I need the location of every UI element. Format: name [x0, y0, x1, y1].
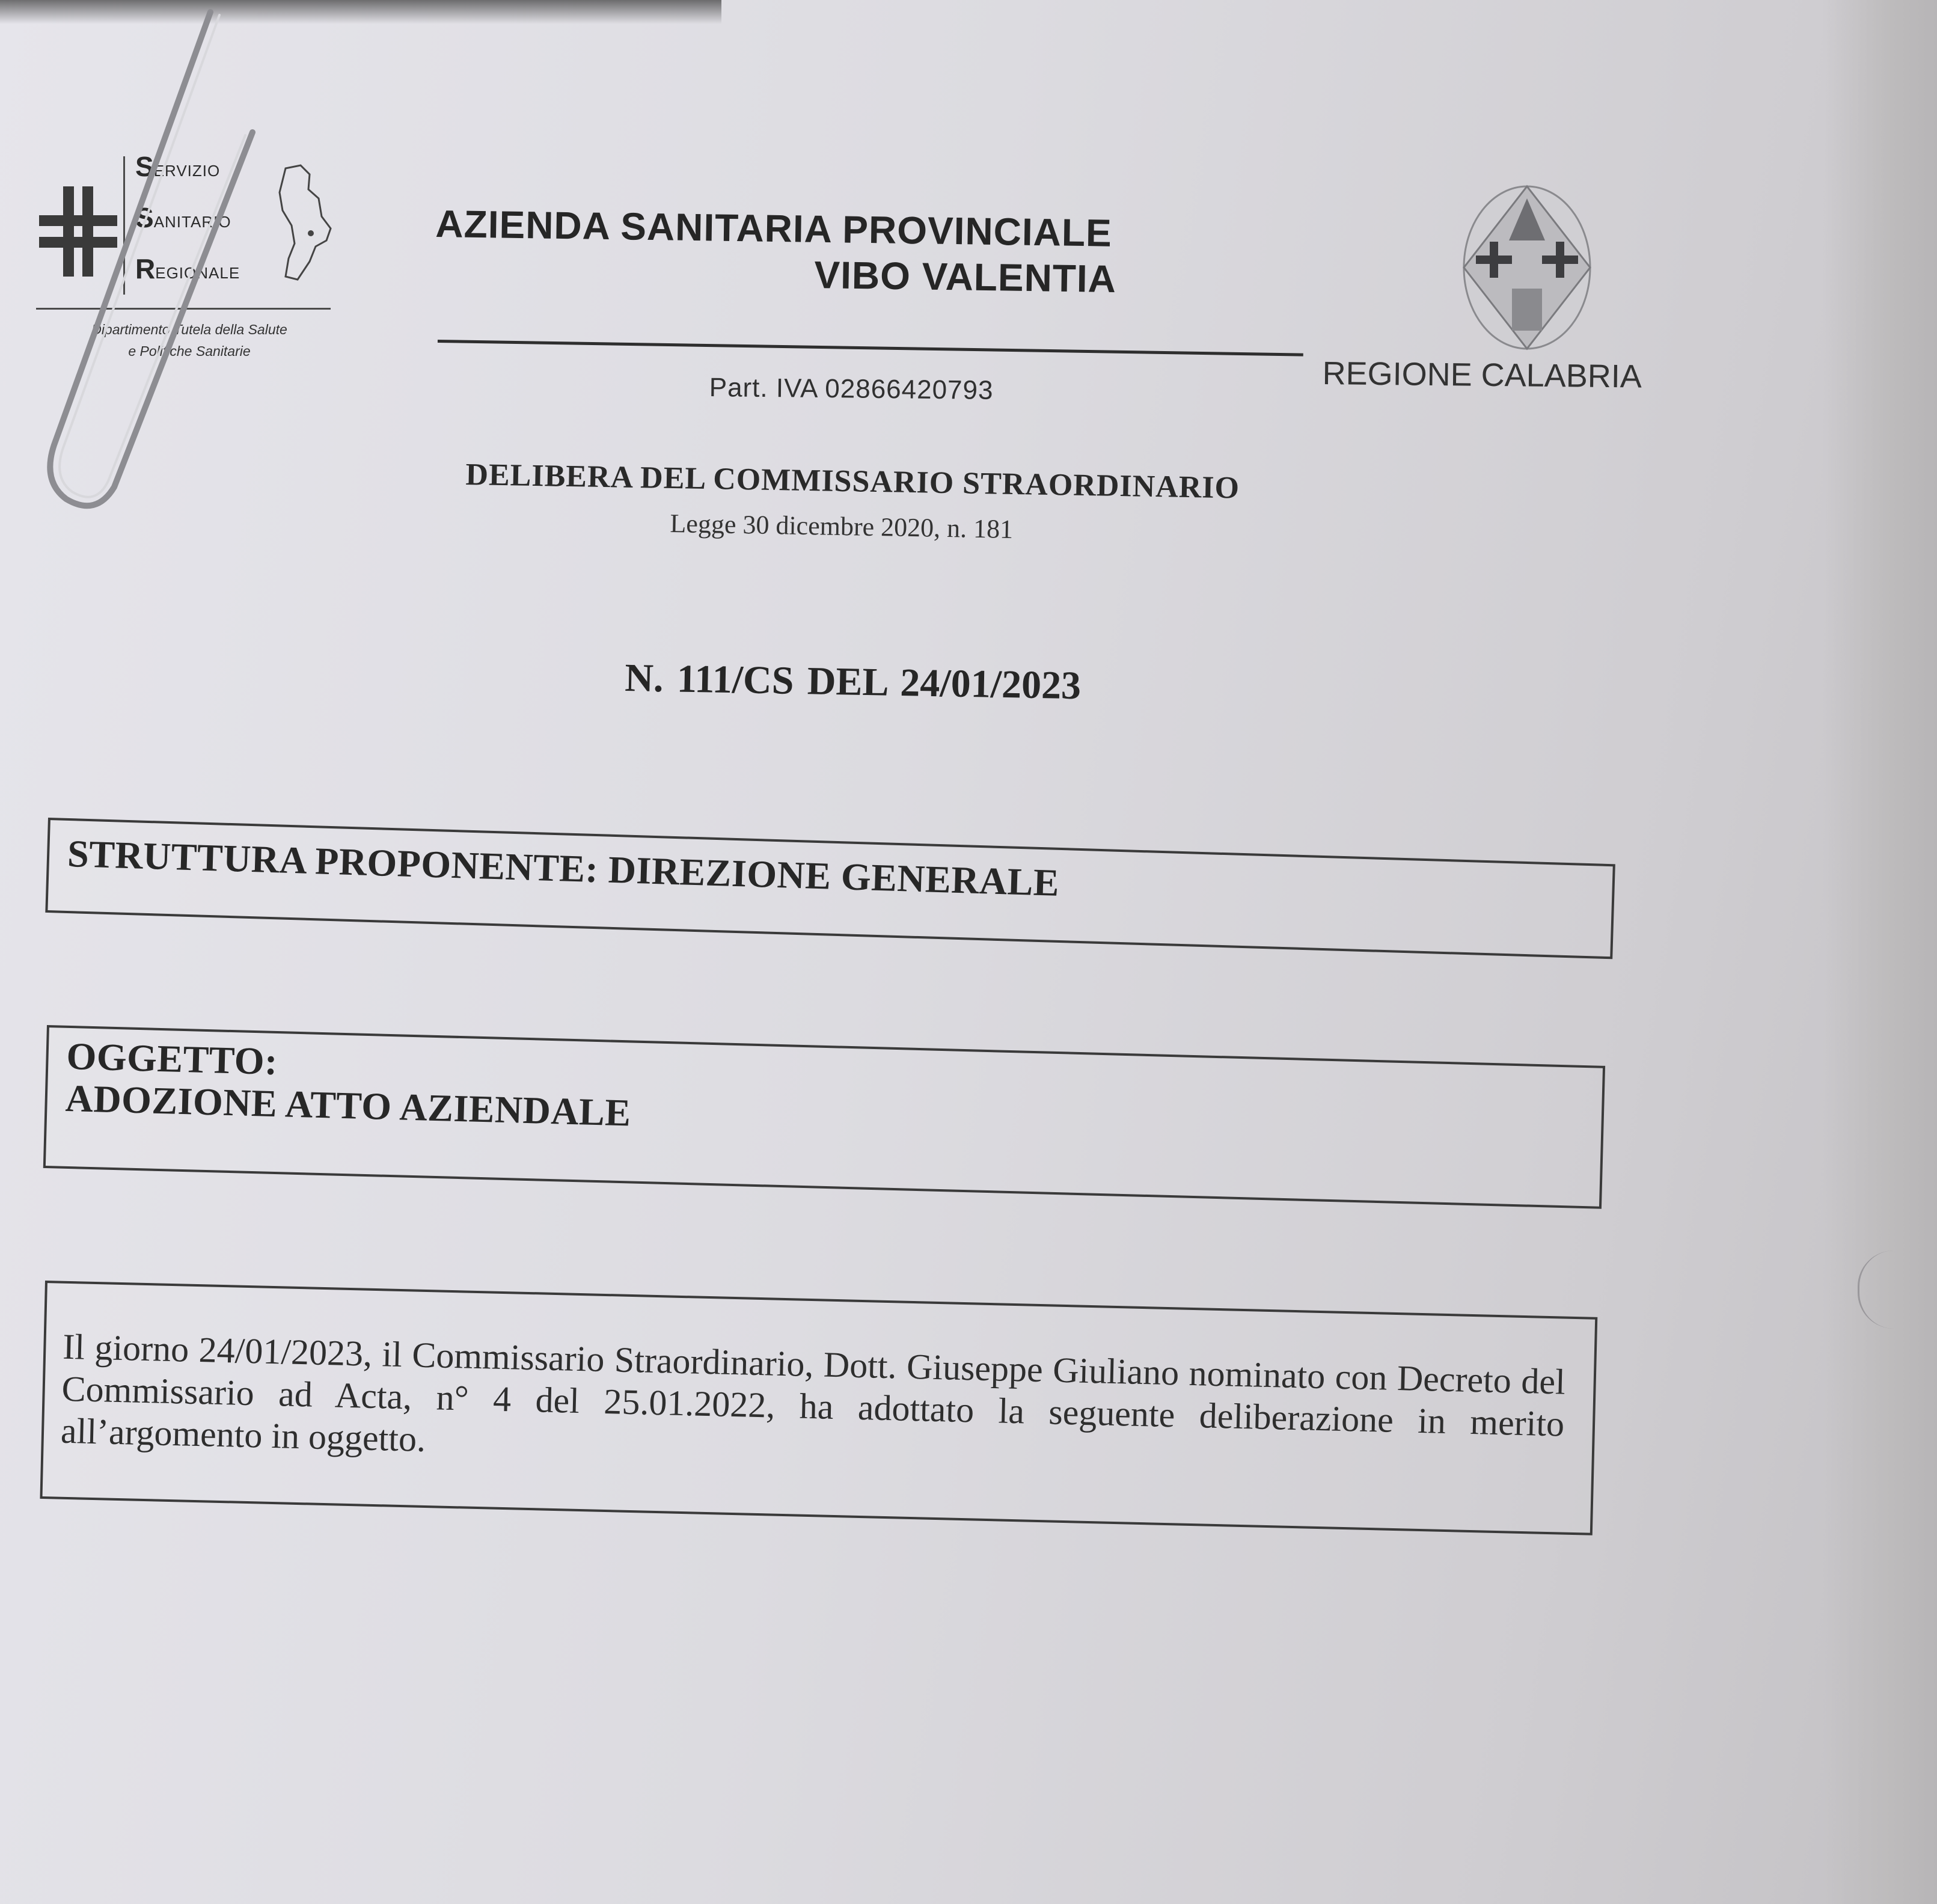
right-shadow [1823, 0, 1937, 1904]
oggetto-value: ADOZIONE ATTO AZIENDALE [64, 1076, 632, 1134]
vat-number: Part. IVA 02866420793 [709, 373, 994, 405]
struttura-box [45, 818, 1615, 959]
legge-reference: Legge 30 dicembre 2020, n. 181 [670, 508, 1014, 544]
logo-department: Dipartimento Tutela della Salute e Politiche Sanitarie [91, 322, 287, 359]
regione-label: REGIONE CALABRIA [1322, 355, 1642, 395]
delibera-heading: DELIBERA DEL COMMISSARIO STRAORDINARIO [465, 457, 1240, 506]
delibera-number: N. 111/CS DEL 24/01/2023 [624, 655, 1082, 708]
agency-city: VIBO VALENTIA [813, 253, 1117, 301]
body-paragraph: Il giorno 24/01/2023, il Commissario Straordinario, Dott. Giuseppe Giuliano nominato con Decreto del Commissario ad Acta, n° 4 del 25.01.2022, ha adottato la seguente deliberazione in merito all’argomento in oggetto. [60, 1326, 1566, 1459]
body-box [40, 1281, 1597, 1535]
oggetto-box [43, 1025, 1605, 1209]
logo-word-regionale: REGIONALE [135, 253, 240, 284]
struttura-proponente: STRUTTURA PROPONENTE: DIREZIONE GENERALE [67, 831, 1060, 904]
oggetto-label: OGGETTO: [66, 1034, 278, 1083]
logo-word-servizio: SERVIZIO [135, 151, 221, 182]
agency-title: AZIENDA SANITARIA PROVINCIALE [435, 201, 1113, 255]
logo-word-sanitario: SANITARIO [135, 202, 231, 233]
paper-clip-icon [12, 0, 265, 541]
calabria-map-icon [274, 162, 340, 283]
regione-calabria-emblem-icon [1455, 180, 1599, 355]
header-rule [438, 340, 1303, 357]
